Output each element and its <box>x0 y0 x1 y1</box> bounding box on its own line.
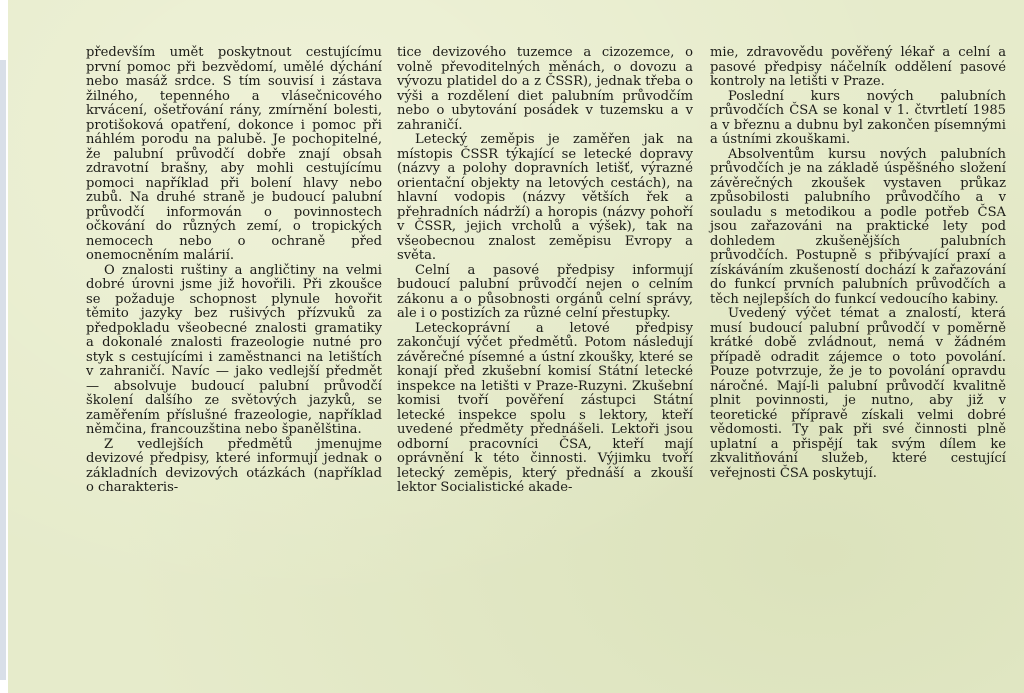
paragraph: Absolventům kursu nových palubních průvodčích je na základě úspěšného složení závěrečných zkoušek vystaven průkaz způsobilosti palubního průvodčího a v souladu s metodikou a podle potřeb ČSA jsou zařazováni na praktické lety pod dohledem zkušenějších palubních průvodčích. Postupně s přibývající praxí a získáváním zkušeností dochází k zařazování do funkcí prvních palubních průvodčích a těch nejlepších do funkcí vedoucího kabiny. <box>710 146 1006 307</box>
paragraph: především umět poskytnout cestujícímu první pomoc při bezvědomí, umělé dýchání nebo masáž srdce. S tím souvisí i zástava žilného, tepenného a vlásečnicového krvácení, ošetřování rány, zmírnění bolesti, protišoková opatření, dokonce i pomoc při náhlém porodu na palubě. Je pochopitelné, že palubní průvodčí dobře znají obsah zdravotní brašny, aby mohli cestujícímu pomoci například při bolení hlavy nebo zubů. Na druhé straně je budoucí palubní průvodčí informován o povinnostech očkování do různých zemí, o tropických nemocech nebo o ochraně před onemocněním malárií. <box>86 45 382 263</box>
text-column-1 <box>86 46 382 496</box>
text-column-3 <box>710 46 1006 481</box>
paragraph: O znalosti ruštiny a angličtiny na velmi dobré úrovni jsme již hovořili. Při zkoušce se požaduje schopnost plynule hovořit těmito jazyky bez rušivých přízvuků za předpokladu všeobecné znalosti gramatiky a dokonalé znalosti frazeologie nutné pro styk s cestujícími i zaměstnanci na letištích v zahraničí. Navíc — jako vedlejší předmět — absolvuje budoucí palubní průvodčí školení dalšího ze světových jazyků, se zaměřením příslušné frazeologie, například němčina, francouzština nebo španělština. <box>86 262 382 437</box>
paragraph: Leteckoprávní a letové předpisy zakončují výčet předmětů. Potom následují závěrečné písemné a ústní zkoušky, které se konají před zkušební komisí Státní letecké inspekce na letišti v Praze-Ruzyni. Zkušební komisi tvoří pověření zástupci Státní letecké inspekce spolu s lektory, kteří uvedené předměty přednášeli. Lektoři jsou odborní pracovníci ČSA, kteří mají oprávnění k této činnosti. Výjimku tvoří letecký zeměpis, který přednáší a zkouší lektor Socialistické akade- <box>397 320 693 495</box>
paragraph: Letecký zeměpis je zaměřen jak na místopis ČSSR týkající se letecké dopravy (názvy a polohy dopravních letišť, výrazné orientační objekty na letových cestách), na hlavní vodopis (názvy větších řek a přehradních nádrží) a horopis (názvy pohoří v ČSSR, jejich vrcholů a výšek), tak na všeobecnou znalost zeměpisu Evropy a světa. <box>397 132 693 263</box>
paragraph: Z vedlejších předmětů jmenujme devizové předpisy, které informují jednak o základních devizových otázkách (například o charakteris- <box>86 436 382 495</box>
paragraph: Poslední kurs nových palubních průvodčích ČSA se konal v 1. čtvrtletí 1985 a v březnu a dubnu byl zakončen písemnými a ústními zkouškami. <box>710 88 1006 147</box>
paragraph: tice devizového tuzemce a cizozemce, o volně převoditelných měnách, o dovozu a vývozu platidel do a z ČSSR), jednak třeba o výši a rozdělení diet palubním průvodčím nebo o ubytování posádek v tuzemsku a v zahraničí. <box>397 45 693 133</box>
text-column-2 <box>397 46 693 496</box>
paragraph: Celní a pasové předpisy informují budoucí palubní průvodčí nejen o celním zákonu a o působnosti orgánů celní správy, ale i o postizích za různé celní přestupky. <box>397 262 693 321</box>
paragraph: Uvedený výčet témat a znalostí, která musí budoucí palubní průvodčí v poměrně krátké době zvládnout, nemá v žádném případě odradit zájemce o toto povolání. Pouze potvrzuje, že je to povolání opravdu náročné. Mají-li palubní průvodčí kvalitně plnit povinnosti, je nutno, aby již v teoretické přípravě získali velmi dobré vědomosti. Ty pak při své činnosti plně uplatní a přispějí tak svým dílem ke zkvalitňování služeb, které cestující veřejnosti ČSA poskytují. <box>710 306 1006 481</box>
paragraph: mie, zdravovědu pověřený lékař a celní a pasové předpisy náčelník oddělení pasové kontroly na letišti v Praze. <box>710 45 1006 89</box>
scan-left-shadow <box>0 60 6 680</box>
